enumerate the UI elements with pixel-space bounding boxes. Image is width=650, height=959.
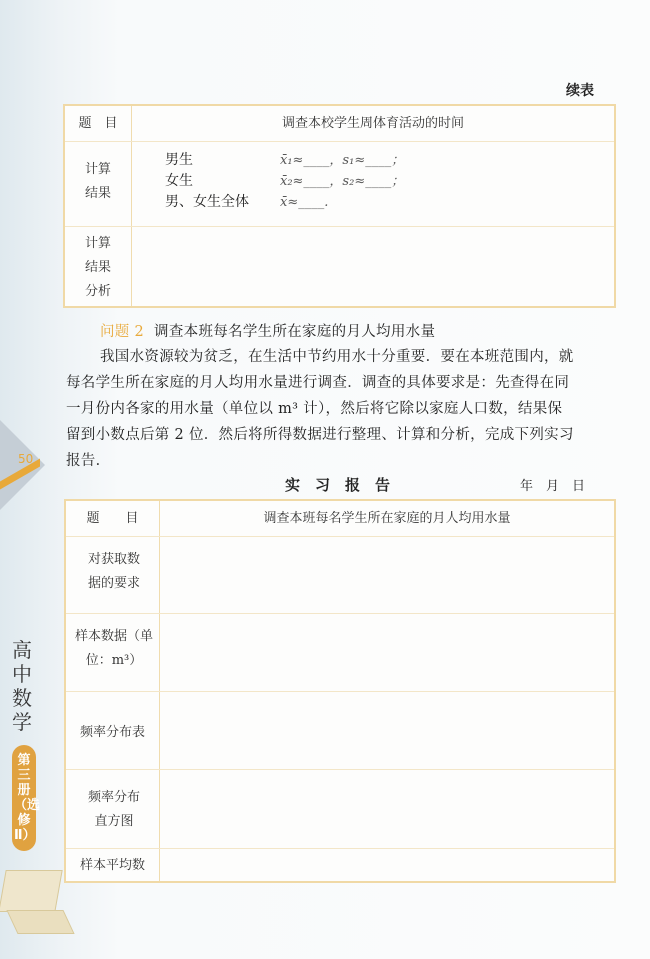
report-title: 实 习 报 告: [285, 476, 391, 494]
calc-result-label: 计算结果: [84, 162, 111, 201]
continued-label: 续表: [566, 83, 594, 99]
report-date: 年 月 日: [520, 479, 586, 494]
header-label: 题 目: [78, 116, 118, 131]
book-title: 高中数学: [12, 638, 32, 734]
paragraph-line: 一月份内各家的用水量（单位以 m³ 计），然后将它除以家庭人口数，结果保: [66, 401, 563, 417]
paragraph-line: 我国水资源较为贫乏，在生活中节约用水十分重要．要在本班范围内，就: [100, 349, 574, 365]
row-label-histogram: 频率分布直方图: [87, 790, 140, 829]
problem-label: 问题 2: [100, 324, 145, 340]
row-label-sample-mean: 样本平均数: [79, 858, 145, 873]
group-label: 女生: [165, 173, 193, 189]
formula: x̄₂≈____，s₂≈____；: [280, 174, 405, 189]
volume-badge: 第三册（选修Ⅱ）: [12, 745, 36, 851]
header-value: 调查本校学生周体育活动的时间: [281, 116, 464, 131]
problem-title: 调查本班每名学生所在家庭的月人均用水量: [154, 324, 436, 340]
formula: x̄₁≈____，s₁≈____；: [280, 153, 405, 168]
calc-analysis-label: 计算结果分析: [84, 236, 111, 299]
row-label-sample-data: 样本数据（单位：m³）: [74, 629, 153, 668]
practice-report-table: [64, 499, 616, 883]
paragraph-line: 每名学生所在家庭的月人均用水量进行调查．调查的具体要求是：先查得在同: [66, 375, 570, 391]
paragraph-line: 留到小数点后第 2 位．然后将所得数据进行整理、计算和分析，完成下列实习: [66, 427, 574, 443]
formula: x̄≈____.: [280, 195, 329, 210]
group-label: 男生: [165, 152, 193, 168]
page-number: 50: [18, 452, 34, 466]
row-label-requirements: 对获取数据的要求: [87, 552, 140, 591]
header-value: 调查本班每名学生所在家庭的月人均用水量: [263, 511, 511, 526]
sports-time-table: [63, 104, 616, 308]
paragraph-line: 报告．: [66, 453, 111, 469]
group-label: 男、女生全体: [165, 194, 249, 210]
laptop-illustration: [0, 870, 63, 912]
header-label: 题 目: [86, 511, 139, 526]
row-label-frequency-table: 频率分布表: [79, 725, 145, 740]
